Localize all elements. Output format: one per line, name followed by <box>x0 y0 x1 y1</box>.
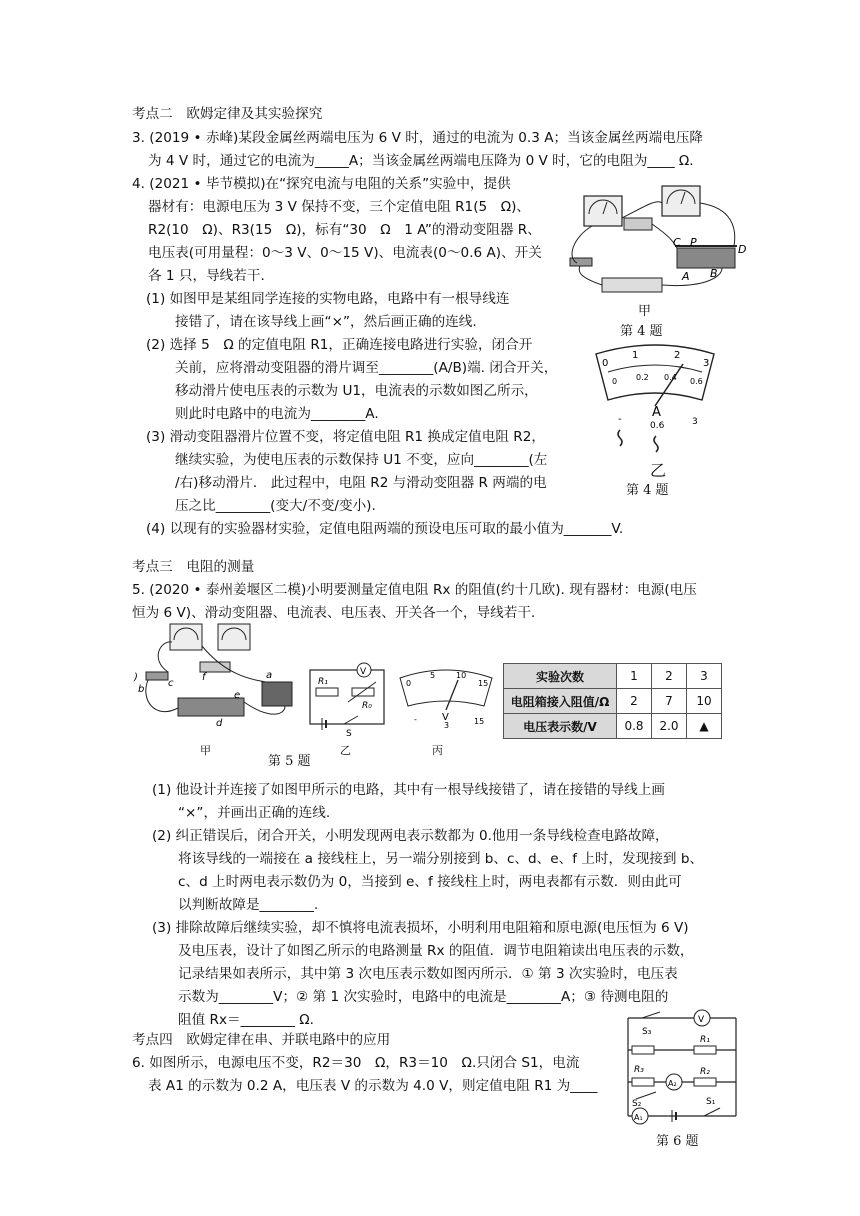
figure-caption: 乙 <box>340 744 351 757</box>
table-header-cell: 实验次数 <box>504 664 617 689</box>
question-4-line: R2(10 Ω)、R3(15 Ω)，标有“30 Ω 1 A”的滑动变阻器 R、 <box>148 222 541 238</box>
r1-label: R₁ <box>700 1035 710 1045</box>
tick-label: 0.4 <box>664 373 677 382</box>
terminal-label: 0.6 <box>650 421 665 431</box>
question-5-part: 以判断故障是________. <box>178 897 319 913</box>
question-4-part: (1) 如图甲是某组同学连接的实物电路，电路中有一根导线连 <box>146 291 510 307</box>
table-row <box>504 714 722 739</box>
question-4-part: 关前，应将滑动变阻器的滑片调至________(A/B)端. 闭合开关， <box>175 360 558 376</box>
voltmeter-label: V <box>360 667 367 677</box>
figure-5-circuit-photo <box>130 620 300 730</box>
terminal-label: 15 <box>474 717 485 726</box>
figure-caption: 甲 <box>638 304 652 319</box>
question-5-part: “×”，并画出正确的连线. <box>178 805 331 821</box>
a2-label: A₂ <box>668 1079 677 1088</box>
terminal-label: 3 <box>444 721 450 730</box>
question-4-part: (3) 滑动变阻器滑片位置不变，将定值电阻 R1 换成定值电阻 R2， <box>146 429 545 445</box>
question-4-line: 电压表(可用量程：0～3 V、0～15 V)、电流表(0～0.6 A)、开关 <box>148 245 542 261</box>
question-3-line: 为 4 V 时，通过它的电流为_____A；当该金属丝两端电压降为 0 V 时，它的电阻为____ Ω. <box>148 153 694 169</box>
question-4-part: (4) 以现有的实验器材实验，定值电阻两端的预设电压可取的最小值为_______V. <box>146 521 624 537</box>
s3-label: S₃ <box>642 1027 652 1037</box>
question-5-part: (1) 他设计并连接了如图甲所示的电路，其中有一根导线接错了，请在接错的导线上画 <box>152 782 665 798</box>
label-p: P <box>690 236 697 249</box>
ammeter-dial <box>590 342 720 460</box>
tick-label: 0 <box>406 679 412 688</box>
figure-5-schematic <box>302 660 390 739</box>
figure-caption: 第 4 题 <box>626 483 669 498</box>
question-3-line: 3. (2019 • 赤峰)某段金属丝两端电压为 6 V 时，通过的电流为 0.3 A；当该金属丝两端电压降 <box>132 130 704 146</box>
question-4-part: /右)移动滑片． 此过程中，电阻 R2 与滑动变阻器 R 两端的电 <box>175 475 547 491</box>
label-d: D <box>738 243 747 256</box>
question-4-line: 器材有：电源电压为 3 V 保持不变，三个定值电阻 R1(5 Ω)、 <box>148 199 531 215</box>
question-4-part: 继续实验，为使电压表的示数保持 U1 不变，应向________(左 <box>175 452 548 468</box>
question-4-part: 压之比________(变大/不变/变小). <box>175 498 376 514</box>
tick-label: 0 <box>602 358 609 369</box>
question-4-part: (2) 选择 5 Ω 的定值电阻 R1，正确连接电路进行实验，闭合开 <box>146 337 533 353</box>
label-c: c <box>168 678 174 689</box>
question-4-part: 则此时电路中的电流为________A. <box>175 406 379 422</box>
switch-label: S <box>346 729 352 739</box>
experiment-table <box>503 663 722 739</box>
tick-label: 3 <box>703 358 710 369</box>
tick-label: 0 <box>612 377 618 386</box>
terminal-label: - <box>414 715 417 724</box>
label-f: f <box>202 672 206 683</box>
table-header-cell: 2 <box>652 664 687 689</box>
voltmeter-dial <box>396 664 496 738</box>
label-a: A <box>682 270 690 283</box>
question-5-line: 恒为 6 V)、滑动变阻器、电流表、电压表、开关各一个，导线若干. <box>132 605 536 621</box>
figure-6-circuit <box>612 1012 744 1124</box>
figure-caption: 乙 <box>650 461 667 480</box>
label-d: d <box>216 718 223 729</box>
question-5-part: 记录结果如表所示，其中第 3 次电压表示数如图丙所示．① 第 3 次实验时，电压表 <box>178 966 678 982</box>
question-4-line: 各 1 只，导线若干. <box>148 268 265 284</box>
question-4-line: 4. (2021 • 毕节模拟)在“探究电流与电阻的关系”实验中，提供 <box>132 176 511 192</box>
ammeter-letter: A <box>652 405 661 420</box>
table-row <box>504 689 722 714</box>
table-cell: ▲ <box>687 714 722 739</box>
question-5-line: 5. (2020 • 泰州姜堰区二模)小明要测量定值电阻 Rx 的阻值(约十几欧). 现有器材：电源(电压 <box>132 582 697 598</box>
question-5-part: (3) 排除故障后继续实验，却不慎将电流表损坏，小明利用电阻箱和原电源(电压恒为 6 V) <box>152 920 689 936</box>
figure-4-circuit-photo <box>562 178 752 308</box>
s1-label: S₁ <box>706 1097 716 1107</box>
tick-label: 0.2 <box>636 373 649 382</box>
s2-label: S₂ <box>632 1099 642 1109</box>
label-e: e <box>234 690 241 701</box>
voltmeter-letter: V <box>442 712 449 723</box>
r2-label: R₂ <box>700 1067 710 1077</box>
table-header-cell: 1 <box>617 664 652 689</box>
tick-label: 2 <box>674 350 681 361</box>
table-header-cell: 3 <box>687 664 722 689</box>
question-6-line: 表 A1 的示数为 0.2 A，电压表 V 的示数为 4.0 V，则定值电阻 R1 为____ <box>148 1078 598 1094</box>
section-heading-3: 考点三 电阻的测量 <box>132 559 255 575</box>
svg-text:): ) <box>134 672 138 683</box>
figure-caption: 甲 <box>200 744 211 757</box>
r1-label: R₁ <box>318 677 328 687</box>
question-5-part: 将该导线的一端接在 a 接线柱上，另一端分别接到 b、c、d、e、f 上时，发现接到 b、 <box>178 851 704 867</box>
terminal-label: 3 <box>692 417 698 427</box>
label-a: a <box>266 670 273 681</box>
table-cell: 电阻箱接入阻值/Ω <box>504 689 617 714</box>
table-row <box>504 664 722 689</box>
table-cell: 2.0 <box>652 714 687 739</box>
question-5-part: 及电压表，设计了如图乙所示的电路测量 Rx 的阻值．调节电阻箱读出电压表的示数， <box>178 943 694 959</box>
tick-label: 1 <box>632 350 639 361</box>
tick-label: 15 <box>478 679 489 688</box>
tick-label: 5 <box>430 671 436 680</box>
question-5-part: 示数为________V；② 第 1 次实验时，电路中的电流是________A；③ 待测电阻的 <box>178 989 669 1005</box>
voltmeter-label: V <box>698 1015 705 1025</box>
table-cell: 电压表示数/V <box>504 714 617 739</box>
question-5-part: c、d 上时两电表示数仍为 0，当接到 e、f 接线柱上时，两电表都有示数．则由此可 <box>178 874 682 890</box>
tick-label: 10 <box>456 671 467 680</box>
tick-label: 0.6 <box>690 377 703 386</box>
section-heading-2: 考点二 欧姆定律及其实验探究 <box>132 106 323 122</box>
question-5-part: 阻值 Rx＝________ Ω. <box>178 1012 314 1028</box>
label-c: C <box>673 236 681 249</box>
label-b: B <box>710 267 718 280</box>
label-b: b <box>138 684 145 695</box>
question-5-part: (2) 纠正错误后，闭合开关，小明发现两电表示数都为 0.他用一条导线检查电路故障， <box>152 828 669 844</box>
section-heading-4: 考点四 欧姆定律在串、并联电路中的应用 <box>132 1032 391 1048</box>
question-6-line: 6. 如图所示，电源电压不变，R2＝30 Ω，R3＝10 Ω.只闭合 S1，电流 <box>132 1055 580 1071</box>
r0-label: R₀ <box>362 701 372 711</box>
a1-label: A₁ <box>634 1113 643 1122</box>
figure-caption: 丙 <box>432 744 443 757</box>
figure-caption: 第 4 题 <box>620 324 663 339</box>
table-cell: 10 <box>687 689 722 714</box>
figure-caption: 第 6 题 <box>656 1134 699 1149</box>
figure-caption: 第 5 题 <box>268 754 311 769</box>
table-cell: 7 <box>652 689 687 714</box>
table-cell: 2 <box>617 689 652 714</box>
r3-label: R₃ <box>634 1065 644 1075</box>
question-4-part: 接错了，请在该导线上画“×”，然后画正确的连线. <box>175 314 477 330</box>
terminal-label: - <box>618 414 622 425</box>
table-cell: 0.8 <box>617 714 652 739</box>
question-4-part: 移动滑片使电压表的示数为 U1，电流表的示数如图乙所示， <box>175 383 538 399</box>
